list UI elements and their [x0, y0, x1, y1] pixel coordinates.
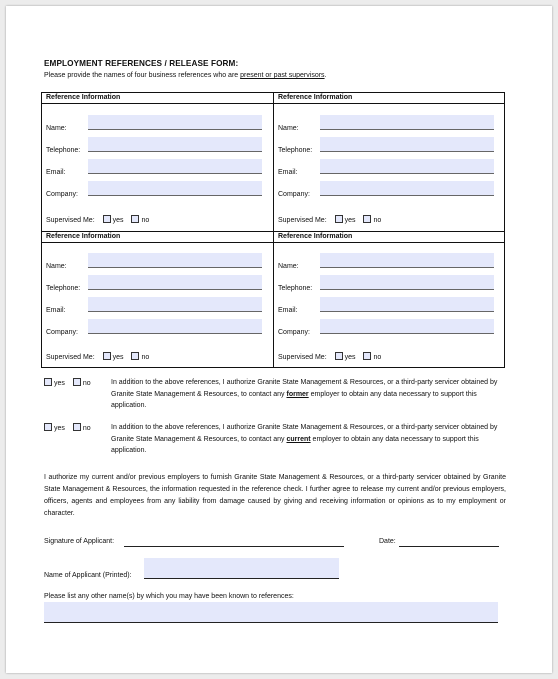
other-names-field[interactable] [44, 602, 498, 622]
reference-1-email-field[interactable] [88, 159, 262, 174]
reference-block-header: Reference Information [42, 232, 273, 243]
yes-label: yes [112, 217, 124, 224]
email-label: Email: [46, 169, 66, 176]
supervised-no-checkbox[interactable] [131, 215, 139, 223]
reference-block-4 [274, 232, 505, 370]
current-employer-options [44, 423, 91, 432]
yes-label: yes [344, 217, 356, 224]
supervised-yes-checkbox[interactable] [103, 352, 111, 360]
supervised-row [46, 215, 149, 224]
supervised-yes-checkbox[interactable] [335, 215, 343, 223]
reference-block-2 [274, 93, 505, 231]
current-no-checkbox[interactable] [73, 423, 81, 431]
yes-label: yes [344, 354, 356, 361]
reference-2-name-field[interactable] [320, 115, 494, 130]
date-label: Date: [379, 538, 396, 545]
authorization-text-end: employer to obtain any data necessary to support this application. [111, 390, 477, 409]
subtitle-text: Please provide the names of four business references who are [44, 72, 241, 79]
subtitle-emphasis: present or past supervisors [240, 72, 325, 79]
reference-block-header: Reference Information [274, 232, 505, 243]
reference-2-email-field[interactable] [320, 159, 494, 174]
release-statement: I authorize my current and/or previous employers to furnish Granite State Management & Resources, or a third-party servicer obtained by Granite State Management & Resources, the information requested in the reference check. I further agree to release my current and/or previous employers, officers, agents and employees from any liability from damage caused by giving and receiving information or opinions as to my employment or character. [44, 474, 506, 517]
reference-3-name-field[interactable] [88, 253, 262, 268]
references-grid [41, 92, 505, 368]
authorization-text: In addition to the above references, I authorize Granite State Management & Resources, or a third-party servicer obtained by Granite State Management & Resources, to contact any [111, 379, 498, 398]
yes-label: yes [54, 425, 65, 432]
supervised-yes-checkbox[interactable] [103, 215, 111, 223]
yes-label: yes [112, 354, 124, 361]
former-yes-checkbox[interactable] [44, 378, 52, 386]
reference-2-telephone-field[interactable] [320, 137, 494, 152]
current-yes-checkbox[interactable] [44, 423, 52, 431]
no-label: no [373, 354, 382, 361]
supervised-row [278, 215, 381, 224]
reference-4-name-field[interactable] [320, 253, 494, 268]
email-label: Email: [278, 307, 298, 314]
email-label: Email: [46, 307, 66, 314]
supervised-no-checkbox[interactable] [363, 352, 371, 360]
supervised-no-checkbox[interactable] [363, 215, 371, 223]
company-label: Company: [278, 329, 310, 336]
supervised-label: Supervised Me: [278, 217, 327, 224]
name-label: Name: [278, 263, 299, 270]
former-employer-options [44, 378, 91, 387]
other-names-label: Please list any other name(s) by which you may have been known to references: [44, 593, 294, 600]
former-no-checkbox[interactable] [73, 378, 81, 386]
no-label: no [82, 380, 91, 387]
printed-name-field[interactable] [144, 558, 339, 578]
company-label: Company: [46, 191, 78, 198]
reference-4-email-field[interactable] [320, 297, 494, 312]
former-employer-authorization [111, 377, 511, 412]
reference-1-name-field[interactable] [88, 115, 262, 130]
company-label: Company: [46, 329, 78, 336]
supervised-label: Supervised Me: [46, 354, 95, 361]
yes-label: yes [54, 380, 65, 387]
supervised-row [46, 352, 149, 361]
no-label: no [82, 425, 91, 432]
reference-4-company-field[interactable] [320, 319, 494, 334]
reference-block-header: Reference Information [42, 93, 273, 104]
reference-1-telephone-field[interactable] [88, 137, 262, 152]
telephone-label: Telephone: [46, 147, 81, 154]
authorization-emphasis: former [286, 390, 309, 398]
supervised-no-checkbox[interactable] [131, 352, 139, 360]
name-label: Name: [46, 125, 67, 132]
no-label: no [373, 217, 382, 224]
reference-block-header: Reference Information [274, 93, 505, 104]
authorization-text-end: employer to obtain any data necessary to support this application. [111, 435, 479, 454]
name-label: Name: [46, 263, 67, 270]
reference-3-telephone-field[interactable] [88, 275, 262, 290]
no-label: no [141, 354, 150, 361]
telephone-label: Telephone: [278, 147, 313, 154]
reference-3-company-field[interactable] [88, 319, 262, 334]
telephone-label: Telephone: [278, 285, 313, 292]
supervised-row [278, 352, 381, 361]
reference-2-company-field[interactable] [320, 181, 494, 196]
reference-block-3 [42, 232, 273, 370]
subtitle-end: . [324, 72, 327, 79]
reference-3-email-field[interactable] [88, 297, 262, 312]
signature-label: Signature of Applicant: [44, 538, 115, 545]
form-title: EMPLOYMENT REFERENCES / RELEASE FORM: [44, 59, 239, 68]
authorization-text: In addition to the above references, I authorize Granite State Management & Resources, or a third-party servicer obtained by Granite State Management & Resources, to contact any [111, 424, 498, 443]
name-label: Name: [278, 125, 299, 132]
supervised-yes-checkbox[interactable] [335, 352, 343, 360]
other-names-underline [44, 622, 498, 623]
signature-field[interactable] [124, 546, 344, 547]
supervised-label: Supervised Me: [278, 354, 327, 361]
form-subtitle [44, 72, 327, 79]
current-employer-authorization [111, 422, 511, 457]
reference-4-telephone-field[interactable] [320, 275, 494, 290]
supervised-label: Supervised Me: [46, 217, 95, 224]
telephone-label: Telephone: [46, 285, 81, 292]
form-page [6, 6, 552, 673]
company-label: Company: [278, 191, 310, 198]
reference-block-1 [42, 93, 273, 231]
printed-name-underline [144, 578, 339, 579]
reference-1-company-field[interactable] [88, 181, 262, 196]
authorization-emphasis: current [286, 435, 311, 443]
no-label: no [141, 217, 150, 224]
date-field[interactable] [399, 546, 499, 547]
printed-name-label: Name of Applicant (Printed): [44, 572, 132, 579]
email-label: Email: [278, 169, 298, 176]
